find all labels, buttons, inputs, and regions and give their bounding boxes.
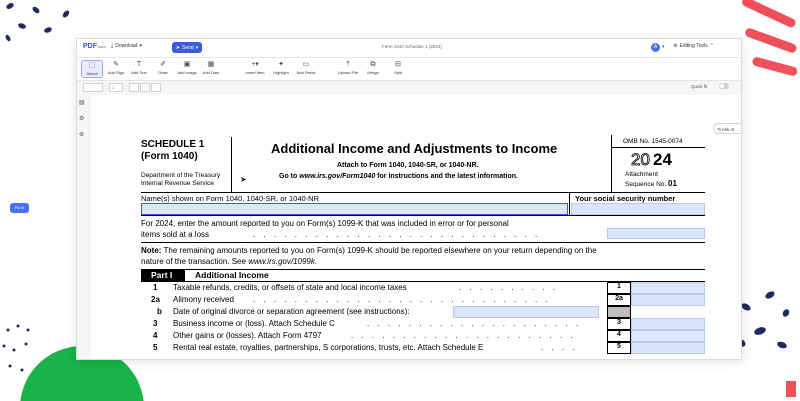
line-5-text: Rental real estate, royalties, partnerships, S corporations, trusts, etc. Attach Schedule E bbox=[173, 343, 484, 352]
tool-select[interactable]: ⬚ Select bbox=[81, 60, 103, 78]
bold-toggle[interactable] bbox=[129, 83, 139, 92]
attach-instruction: Attach to Form 1040, 1040-SR, or 1040-NR. bbox=[337, 162, 479, 169]
app-logo[interactable]: PDF.com bbox=[83, 43, 106, 50]
chevron-down-icon: ▾ bbox=[195, 44, 199, 51]
line-2a-input[interactable] bbox=[631, 294, 705, 306]
line-5-number: 5 bbox=[153, 343, 158, 352]
quick-fit-label: Quick fit bbox=[691, 84, 708, 89]
tax-year-outline: 20 bbox=[631, 150, 650, 169]
leader-dots: . . . . bbox=[541, 343, 578, 352]
goto-instruction: Go to www.irs.gov/Form1040 for instructions and the latest information. bbox=[279, 173, 518, 180]
note-line2: nature of the transaction. See www.irs.gov/1099k. bbox=[141, 257, 318, 266]
upload-icon: ⤒ bbox=[346, 61, 350, 68]
avatar[interactable]: A bbox=[651, 43, 660, 52]
form-1099k-text-line2: items sold at a loss bbox=[141, 230, 210, 239]
thumbnails-icon[interactable]: ▤ bbox=[79, 100, 85, 106]
names-label: Name(s) shown on Form 1040, 1040-SR, or 1040-NR bbox=[141, 194, 319, 203]
ask-ai-button[interactable]: ⟲ Ask AI bbox=[713, 123, 742, 134]
draw-icon: ✐ bbox=[160, 61, 166, 68]
line-5-input[interactable] bbox=[631, 342, 705, 354]
tool-merge[interactable]: ⧉ Merge bbox=[362, 60, 384, 78]
line-1-box: 1 bbox=[607, 282, 631, 294]
line-2a-box: 2a bbox=[607, 294, 631, 306]
date-icon: ▦ bbox=[207, 61, 215, 68]
tool-add-text[interactable]: T Add Text bbox=[128, 60, 150, 78]
line-1-text: Taxable refunds, credits, or offsets of state and local income taxes bbox=[173, 283, 407, 292]
line-2a-number: 2a bbox=[151, 295, 160, 304]
format-bar bbox=[77, 81, 741, 93]
merge-icon: ⧉ bbox=[370, 61, 376, 68]
tool-upload-file[interactable]: ⤒ Upload File bbox=[337, 61, 359, 75]
split-icon: ⊟ bbox=[395, 61, 401, 68]
line-1-number: 1 bbox=[153, 283, 158, 292]
note-line1: Note: The remaining amounts reported to you on Form(s) 1099-K should be reported elsewhere on your return depending on the bbox=[141, 246, 597, 255]
tax-year-bold: 24 bbox=[653, 150, 672, 169]
left-panel bbox=[77, 93, 91, 359]
part-badge: Part I bbox=[141, 270, 185, 281]
fill-in-tag[interactable]: Fill In bbox=[10, 203, 29, 213]
leader-dots: . . . . . . . . . . . . . . . . . . . . . . . . . . . . bbox=[253, 230, 541, 239]
header-divider-right bbox=[611, 135, 612, 192]
text-icon: T bbox=[136, 61, 142, 68]
k-bottom-rule bbox=[141, 242, 705, 243]
underline-toggle[interactable] bbox=[151, 83, 161, 92]
ssn-divider bbox=[569, 192, 570, 216]
schedule-1-form bbox=[141, 105, 705, 360]
header-divider-left bbox=[231, 137, 232, 192]
leader-dots: . . . . . . . . . . bbox=[459, 283, 559, 292]
italic-toggle[interactable] bbox=[140, 83, 150, 92]
tool-draw[interactable]: ✐ Draw bbox=[152, 60, 174, 78]
omb-divider bbox=[611, 147, 705, 148]
line-2b-shaded-box bbox=[607, 306, 631, 318]
line-4-box: 4 bbox=[607, 330, 631, 342]
leader-dots: . . . . . . . . . . . . . . . . . . . . . . . . . . . . . bbox=[253, 295, 551, 304]
chevron-up-icon: ⌃ bbox=[709, 43, 714, 49]
line-4-number: 4 bbox=[153, 331, 158, 340]
part-title: Additional Income bbox=[195, 270, 269, 280]
line-2a-text: Alimony received bbox=[173, 295, 234, 304]
attachment-label: Attachment bbox=[625, 171, 658, 178]
select-icon: ⬚ bbox=[88, 62, 96, 69]
leader-dots: . . . . . . . . . . . . . . . . . . . . . . bbox=[351, 331, 576, 340]
line-4-text: Other gains or (losses). Attach Form 4797 bbox=[173, 331, 322, 340]
settings-icon[interactable]: ⚙ bbox=[79, 116, 85, 122]
form-reference: (Form 1040) bbox=[141, 151, 198, 162]
line-2b-text: Date of original divorce or separation agreement (see instructions): bbox=[173, 307, 410, 316]
tool-add-sign[interactable]: ✎ Add Sign bbox=[105, 60, 127, 78]
insert-icon: +▾ bbox=[251, 61, 259, 68]
tool-highlight[interactable]: ✦ Highlight bbox=[270, 60, 292, 78]
leader-dots: . . . . . . . . . . . . . . . . . . . . . bbox=[367, 319, 582, 328]
toolbar bbox=[77, 58, 741, 81]
tool-add-fields[interactable]: ▭ Add Fields bbox=[296, 61, 316, 75]
department-label: Department of the Treasury bbox=[141, 172, 221, 179]
omb-number: OMB No. 1545-0074 bbox=[623, 138, 683, 145]
sign-icon: ✎ bbox=[113, 61, 119, 68]
divorce-date-input[interactable] bbox=[453, 306, 599, 318]
tool-split[interactable]: ⊟ Split bbox=[387, 60, 409, 78]
form-title: Additional Income and Adjustments to Income bbox=[271, 141, 558, 156]
document-title[interactable]: Form 1040 Schedule 1 (2024) bbox=[382, 44, 442, 49]
line-2b-number: b bbox=[157, 307, 162, 316]
line-3-number: 3 bbox=[153, 319, 158, 328]
tool-add-image[interactable]: ▣ Add Image bbox=[177, 61, 197, 75]
image-icon: ▣ bbox=[183, 61, 191, 68]
editing-tools-button[interactable]: ⚙ Editing Tools ⌃ bbox=[673, 43, 714, 49]
document-page bbox=[91, 95, 741, 359]
header-bottom-rule bbox=[141, 192, 705, 193]
send-button[interactable]: ➤ Send ▾ bbox=[172, 42, 202, 53]
chevron-down-icon[interactable]: ▾ bbox=[662, 44, 665, 50]
irs-label: Internal Revenue Service bbox=[141, 180, 214, 187]
fields-icon: ▭ bbox=[302, 61, 310, 68]
quick-fit-toggle[interactable] bbox=[719, 83, 729, 89]
send-icon: ➤ bbox=[175, 44, 180, 51]
tool-add-date[interactable]: ▦ Add Date bbox=[200, 60, 222, 78]
ssn-label: Your social security number bbox=[575, 194, 676, 203]
line-3-input[interactable] bbox=[631, 318, 705, 330]
form-1099k-text-line1: For 2024, enter the amount reported to you on Form(s) 1099-K that was included in error or for personal bbox=[141, 219, 509, 228]
ai-icon: ⟲ bbox=[717, 127, 721, 132]
pdf-editor-window bbox=[76, 38, 742, 360]
line-4-input[interactable] bbox=[631, 330, 705, 342]
form-1099k-amount-input[interactable] bbox=[607, 228, 705, 239]
line-1-input[interactable] bbox=[631, 282, 705, 294]
names-input[interactable] bbox=[141, 203, 568, 215]
tool-insert-item[interactable]: +▾ Insert Item bbox=[245, 61, 265, 75]
zoom-icon[interactable]: ⊕ bbox=[79, 132, 85, 138]
ssn-input[interactable] bbox=[571, 203, 705, 215]
page-number-select[interactable]: 1 bbox=[109, 83, 123, 92]
chevron-down-icon: ▾ bbox=[139, 43, 142, 49]
schedule-title: SCHEDULE 1 bbox=[141, 139, 205, 150]
download-button[interactable]: ⤓ Download ▾ bbox=[111, 43, 142, 49]
decor-navy-dots-top-left bbox=[0, 0, 80, 45]
highlight-icon: ✦ bbox=[278, 61, 284, 68]
line-3-text: Business income or (loss). Attach Schedule C bbox=[173, 319, 335, 328]
sequence-label: Sequence No. 01 bbox=[625, 179, 677, 188]
mouse-cursor-icon: ➤ bbox=[240, 175, 247, 184]
line-5-box: 5 bbox=[607, 342, 631, 354]
font-select[interactable] bbox=[83, 83, 103, 92]
names-bottom-rule bbox=[141, 215, 705, 216]
line-3-box: 3 bbox=[607, 318, 631, 330]
tools-icon: ⚙ bbox=[673, 43, 678, 49]
download-icon: ⤓ bbox=[111, 43, 114, 49]
top-bar bbox=[77, 39, 741, 58]
